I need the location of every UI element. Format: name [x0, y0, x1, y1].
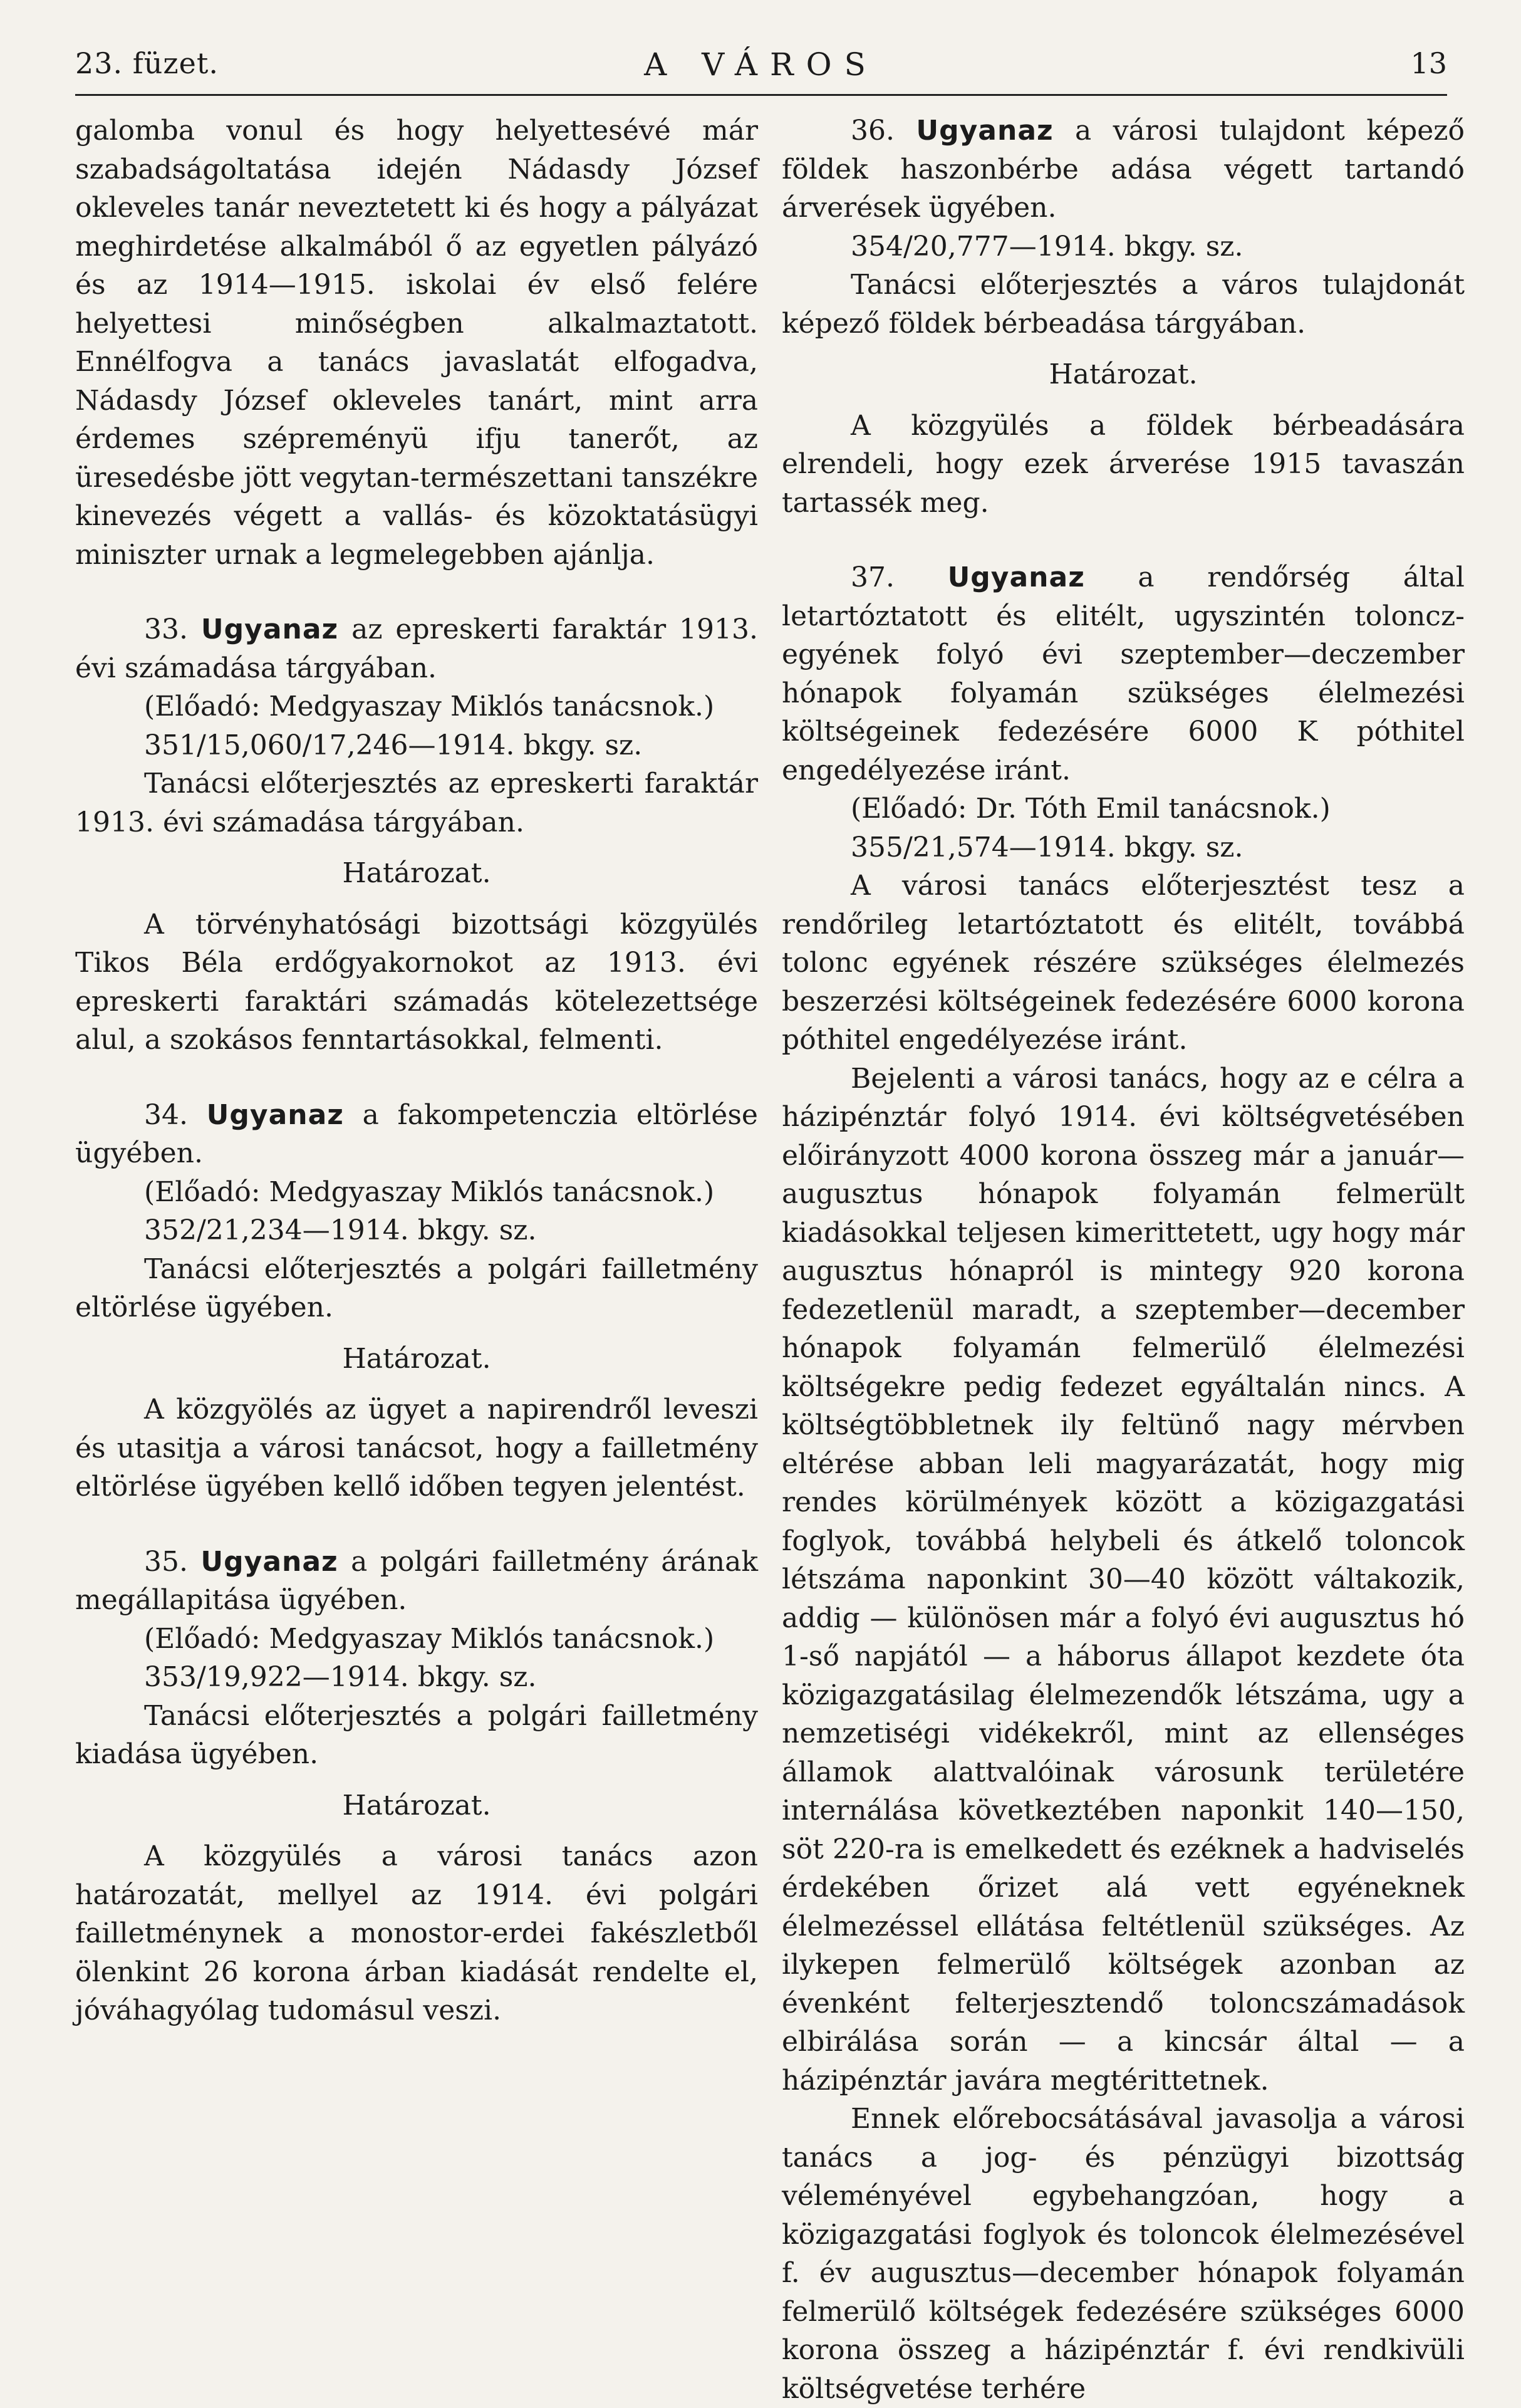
reference-number: 352/21,234—1914. bkgy. sz.	[144, 1214, 537, 1246]
decision-heading: Határozat.	[342, 1789, 491, 1822]
continuation-paragraph: galomba vonul és hogy helyettesévé már szabadságoltatása idején Nádasdy József okleveles tanár neveztetett ki és hogy a pályázat meghirdetése alkalmából ő az egyetlen pályázó és az 1914—1915. iskolai év első felére helyettesi minőségben alkalmaztatott. Ennélfogva a tanács javaslatát elfogadva, Nádasdy József okleveles tanárt, mint arra érdemes szépreményü ifju tanerőt, az üresedésbe jött vegytan-természettani tanszékre kinevezés végett a vallás- és közoktatásügyi miniszter urnak a legmelegebben ajánlja.	[75, 115, 758, 571]
decision-heading: Határozat.	[1049, 358, 1198, 390]
item-number: 37.	[851, 561, 895, 593]
agenda-item-34	[75, 1096, 758, 1506]
proposal: Tanácsi előterjesztés a polgári failletmény eltörlése ügyében.	[75, 1253, 758, 1323]
item-number: 33.	[144, 613, 188, 645]
item-title: a rendőrség által letartóztatott és elitélt, ugyszintén toloncz-egyének folyó évi szeptember—deczember hónapok folyamán szükséges élelmezési költségeinek fedezésére 6000 K póthitel engedélyezése iránt.	[782, 561, 1465, 786]
item-heading	[75, 610, 758, 687]
item-number: 35.	[144, 1545, 188, 1578]
page-number: 13	[1410, 46, 1447, 80]
item-number: 36.	[851, 115, 895, 147]
decision-text: A törvényhatósági bizottsági közgyülés Tikos Béla erdőgyakornokot az 1913. évi epreskerti faraktári számadás kötelezettsége alul, a szokásos fenntartásokkal, felmenti.	[75, 908, 758, 1056]
item-number: 34.	[144, 1098, 188, 1131]
decision-text: A közgyölés az ügyet a napirendről leveszi és utasitja a városi tanácsot, hogy a failletmény eltörlése ügyében kellő időben tegyen jelentést.	[75, 1394, 758, 1503]
reference-number: 353/19,922—1914. bkgy. sz.	[144, 1661, 537, 1693]
reference-number: 354/20,777—1914. bkgy. sz.	[851, 230, 1243, 263]
item-title: a fakompetenczia eltörlése ügyében.	[75, 1098, 758, 1169]
agenda-item-33	[75, 610, 758, 1060]
issue-number: 23. füzet.	[75, 46, 219, 80]
body-paragraph: A városi tanács előterjesztést tesz a rendőrileg letartóztatott és elitélt, továbbá tolonc egyének részére szükséges élelmezés beszerzési költségeinek fedezésére 6000 korona póthitel engedélyezése iránt.	[782, 870, 1465, 1056]
ugyanaz-label: Ugyanaz	[200, 1545, 338, 1578]
item-title: az epreskerti faraktár 1913. évi számadása tárgyában.	[75, 613, 758, 684]
reference-number: 355/21,574—1914. bkgy. sz.	[851, 831, 1243, 863]
body-paragraph: Bejelenti a városi tanács, hogy az e célra a házipénztár folyó 1914. évi költségvetésében előirányzott 4000 korona összeg már a január—augusztus hónapok folyamán felmerült kiadásokkal teljesen kimerittetett, ugy hogy már augusztus hónapról is mintegy 920 korona fedezetlenül maradt, a szeptember—december hónapok folyamán felmerülő élelmezési költségekre pedig fedezet egyáltalán nincs. A költségtöbbletnek ily feltünő nagy mérvben eltérése abban leli magyarázatát, hogy mig rendes körülmények között a közigazgatási foglyok, továbbá helybeli és átkelő toloncok létszáma naponkint 30—40 között váltakozik, addig — különösen már a folyó évi augusztus hó 1-ső napjától — a háborus állapot kezdete óta közigazgatásilag élelmezendők létszáma, ugy a nemzetiségi vidékekről, mint az ellenséges államok alattvalóinak városunk területére internálása következtében naponkit 140—150, söt 220-ra is emelkedett és ezéknek a hadviselés érdekében őrizet alá vett egyéneknek élelmezéssel ellátása feltétlenül szükséges. Az ilykepen felmerülő költségek azonban az évenként felterjesztendő toloncszámadások elbirálása során — a kincsár által — a házipénztár javára megtérittetnek.	[782, 1062, 1465, 2097]
ugyanaz-label: Ugyanaz	[206, 1098, 344, 1131]
item-heading	[75, 1543, 758, 1620]
speaker: (Előadó: Medgyaszay Miklós tanácsnok.)	[144, 1622, 715, 1655]
reference-number: 351/15,060/17,246—1914. bkgy. sz.	[144, 729, 643, 761]
proposal: Tanácsi előterjesztés a város tulajdonát képező földek bérbeadása tárgyában.	[782, 269, 1465, 340]
speaker: (Előadó: Dr. Tóth Emil tanácsnok.)	[851, 793, 1331, 825]
ugyanaz-label: Ugyanaz	[200, 613, 339, 645]
decision-text: A közgyülés a földek bérbeadására elrendeli, hogy ezek árverése 1915 tavaszán tartassék meg.	[782, 409, 1465, 519]
item-heading	[75, 1096, 758, 1173]
ugyanaz-label: Ugyanaz	[947, 561, 1085, 593]
item-heading	[782, 112, 1465, 227]
proposal: Tanácsi előterjesztés a polgári failletmény kiadása ügyében.	[75, 1699, 758, 1770]
speaker: (Előadó: Medgyaszay Miklós tanácsnok.)	[144, 1175, 715, 1208]
agenda-item-36	[782, 112, 1465, 522]
left-column	[75, 112, 758, 2030]
item-heading	[782, 558, 1465, 790]
agenda-item-35	[75, 1543, 758, 2030]
right-column	[782, 112, 1465, 2408]
speaker: (Előadó: Medgyaszay Miklós tanácsnok.)	[144, 691, 715, 722]
body-paragraph: Ennek előrebocsátásával javasolja a városi tanács a jog- és pénzügyi bizottság véleményével egybehangzóan, hogy a közigazgatási foglyok és toloncok élelmezésével f. év augusztus—december hónapok folyamán felmerülő költségek fedezésére szükséges 6000 korona összeg a házipénztár f. évi rendkivüli költségvetése terhére	[782, 2103, 1465, 2405]
item-title: a polgári failletmény árának megállapitása ügyében.	[75, 1545, 758, 1616]
decision-heading: Határozat.	[342, 1342, 491, 1375]
ugyanaz-label: Ugyanaz	[916, 115, 1054, 147]
item-title: a városi tulajdont képező földek haszonbérbe adása végett tartandó árverések ügyében.	[782, 115, 1465, 224]
proposal: Tanácsi előterjesztés az epreskerti faraktár 1913. évi számadása tárgyában.	[75, 768, 758, 838]
decision-heading: Határozat.	[342, 857, 491, 889]
agenda-item-37	[782, 558, 1465, 2408]
decision-text: A közgyülés a városi tanács azon határozatát, mellyel az 1914. évi polgári failletménynek a monostor-erdei fakészletből ölenkint 26 korona árban kiadását rendelte el, jóváhagyólag tudomásul veszi.	[75, 1840, 758, 2026]
running-header	[75, 38, 1447, 96]
journal-title: A VÁROS	[644, 46, 878, 83]
